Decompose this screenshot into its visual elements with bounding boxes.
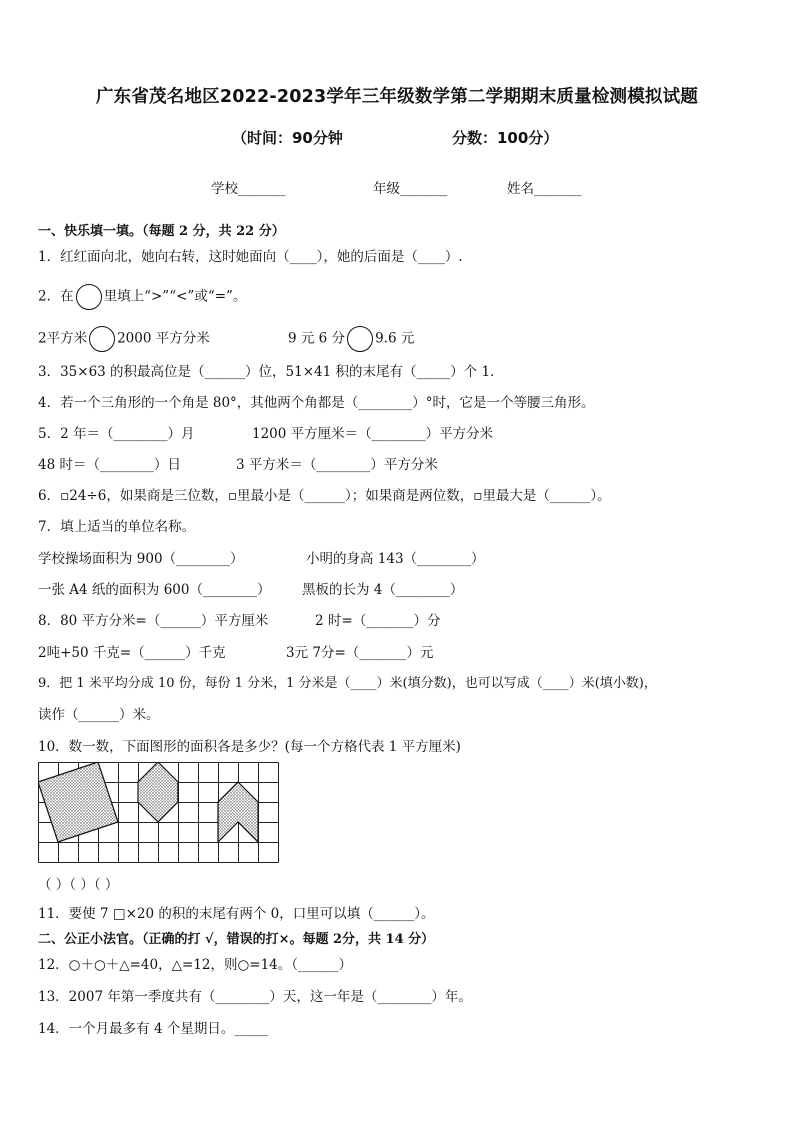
question-7b: 小明的身高 143（________） bbox=[306, 551, 485, 567]
circle-icon bbox=[347, 326, 373, 352]
question-13: 13．2007 年第一季度共有（________）天，这一年是（________）年。 bbox=[38, 989, 472, 1005]
area-grid-figure bbox=[38, 762, 286, 866]
question-5c: 48 时＝（________）日 bbox=[38, 457, 181, 473]
circle-icon bbox=[89, 326, 115, 352]
question-4: 4．若一个三角形的一个角是 80°，其他两个角都是（________）°时，它是一个等腰三角形。 bbox=[38, 395, 595, 411]
question-8a: 8．80 平方分米=（______）平方厘米 bbox=[38, 613, 269, 629]
question-7: 7．填上适当的单位名称。 bbox=[38, 519, 196, 535]
question-2 bbox=[38, 284, 246, 310]
grade-field: 年级_______ bbox=[373, 181, 448, 197]
name-field: 姓名_______ bbox=[507, 181, 582, 197]
circle-icon bbox=[76, 284, 102, 310]
school-field: 学校_______ bbox=[211, 181, 286, 197]
q2-compare-1 bbox=[38, 326, 210, 352]
section2-heading: 二、公正小法官。（正确的打 √，错误的打×。每题 2分，共 14 分） bbox=[38, 932, 435, 947]
exam-title: 广东省茂名地区2022-2023学年三年级数学第二学期期末质量检测模拟试题 bbox=[95, 87, 699, 107]
question-9-line1: 9．把 1 米平均分成 10 份，每份 1 分米，1 分米是（____）米(填分数)，也可以写成（____）米(填小数)， bbox=[38, 676, 657, 691]
q2-c1-left: 2平方米 bbox=[38, 330, 88, 347]
question-8b: 2 时=（_______）分 bbox=[315, 613, 441, 629]
question-5d: 3 平方米＝（________）平方分米 bbox=[236, 457, 438, 473]
q2-prefix: 2．在 bbox=[38, 288, 74, 305]
q2-c2-left: 9 元 6 分 bbox=[288, 330, 346, 347]
question-7c: 一张 A4 纸的面积为 600（________） bbox=[38, 582, 271, 598]
tilted-square-shape bbox=[38, 762, 118, 842]
q2-c2-right: 9.6 元 bbox=[375, 330, 415, 347]
question-5a: 5．2 年＝（________）月 bbox=[38, 426, 195, 442]
question-9-line2: 读作（______）米。 bbox=[38, 707, 160, 723]
question-6: 6．▫24÷6，如果商是三位数，▫里最小是（______）；如果商是两位数，▫里最大是（______）。 bbox=[38, 488, 611, 504]
question-12: 12．○＋○＋△=40，△=12，则○=14。（______） bbox=[38, 957, 352, 973]
octagon-shape bbox=[138, 762, 178, 822]
question-8d: 3元 7分=（_______）元 bbox=[286, 645, 434, 661]
q2-compare-2 bbox=[288, 326, 414, 352]
question-5b: 1200 平方厘米＝（________）平方分米 bbox=[252, 426, 494, 442]
question-7a: 学校操场面积为 900（________） bbox=[38, 551, 244, 567]
question-11: 11．要使 7 □×20 的积的末尾有两个 0，口里可以填（______）。 bbox=[38, 906, 435, 922]
q2-suffix: 里填上“>”“<”或“=”。 bbox=[103, 288, 247, 305]
question-1: 1．红红面向北，她向右转，这时她面向（____），她的后面是（____）. bbox=[38, 249, 463, 265]
q2-c1-right: 2000 平方分米 bbox=[117, 330, 210, 347]
question-3: 3．35×63 的积最高位是（______）位，51×41 积的末尾有（_____）个 1． bbox=[38, 364, 504, 380]
question-10: 10．数一数，下面图形的面积各是多少？(每一个方格代表 1 平方厘米) bbox=[38, 739, 461, 755]
total-score: 分数：100分） bbox=[452, 129, 559, 147]
section1-heading: 一、快乐填一填。（每题 2 分，共 22 分） bbox=[38, 224, 285, 239]
question-8c: 2吨+50 千克=（______）千克 bbox=[38, 645, 226, 661]
question-7d: 黑板的长为 4（________） bbox=[302, 582, 464, 598]
time-limit: （时间：90分钟 bbox=[232, 129, 343, 147]
question-14: 14．一个月最多有 4 个星期日。_____ bbox=[38, 1021, 269, 1037]
question-10-answers: （ ）（ ）（ ） bbox=[38, 877, 119, 893]
